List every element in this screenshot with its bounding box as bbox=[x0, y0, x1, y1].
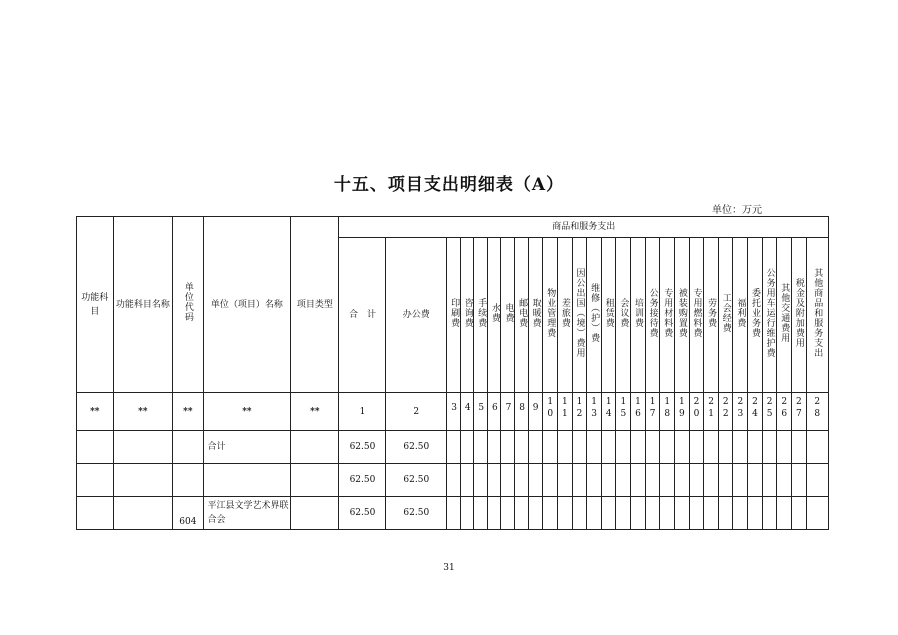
col-header-project-type: 项目类型 bbox=[291, 217, 339, 393]
cell-detail bbox=[777, 497, 792, 530]
cell-detail bbox=[645, 431, 660, 464]
index-cell: 20 bbox=[689, 393, 704, 431]
page-title: 十五、项目支出明细表（A） bbox=[333, 175, 565, 195]
col-header-detail: 福利费 bbox=[733, 238, 748, 393]
cell-detail bbox=[515, 497, 529, 530]
cell-detail bbox=[515, 431, 529, 464]
cell-detail bbox=[543, 497, 558, 530]
cell-detail bbox=[631, 431, 646, 464]
cell-detail bbox=[660, 497, 675, 530]
cell-func-code bbox=[77, 464, 114, 497]
cell-detail bbox=[501, 464, 515, 497]
index-cell: 26 bbox=[777, 393, 792, 431]
col-header-detail: 其他商品和服务支出 bbox=[806, 238, 828, 393]
cell-detail bbox=[748, 464, 763, 497]
page-number: 31 bbox=[443, 563, 455, 573]
cell-detail bbox=[660, 431, 675, 464]
cell-detail bbox=[806, 464, 828, 497]
cell-unit-code: 604 bbox=[173, 497, 203, 530]
cell-detail bbox=[704, 464, 719, 497]
cell-detail bbox=[777, 431, 792, 464]
table-row bbox=[77, 464, 829, 497]
cell-func-code bbox=[77, 431, 114, 464]
col-header-unit-name: 单位（项目）名称 bbox=[203, 217, 291, 393]
cell-unit-name: 平江县文学艺术界联合会 bbox=[203, 497, 291, 530]
cell-detail bbox=[528, 497, 543, 530]
index-cell: 12 bbox=[572, 393, 587, 431]
cell-unit-code bbox=[173, 431, 203, 464]
col-header-detail: 会议费 bbox=[616, 238, 631, 393]
cell-detail bbox=[474, 497, 488, 530]
col-header-detail: 租赁费 bbox=[601, 238, 616, 393]
cell-detail bbox=[791, 464, 806, 497]
cell-detail bbox=[791, 431, 806, 464]
index-cell: 4 bbox=[460, 393, 474, 431]
cell-detail bbox=[447, 431, 461, 464]
cell-func-name bbox=[113, 431, 173, 464]
index-cell: ** bbox=[173, 393, 203, 431]
cell-detail bbox=[631, 464, 646, 497]
col-header-detail: 取暖费 bbox=[528, 238, 543, 393]
cell-detail bbox=[487, 431, 501, 464]
col-header-total: 合 计 bbox=[339, 238, 386, 393]
col-header-detail: 水费 bbox=[487, 238, 501, 393]
cell-detail bbox=[460, 431, 474, 464]
cell-detail bbox=[616, 464, 631, 497]
cell-detail bbox=[501, 431, 515, 464]
cell-detail bbox=[515, 464, 529, 497]
cell-detail bbox=[674, 464, 689, 497]
cell-detail bbox=[762, 431, 777, 464]
index-cell: 7 bbox=[501, 393, 515, 431]
col-header-detail: 差旅费 bbox=[557, 238, 572, 393]
cell-func-code bbox=[77, 497, 114, 530]
index-cell: 14 bbox=[601, 393, 616, 431]
cell-detail bbox=[501, 497, 515, 530]
cell-detail bbox=[601, 464, 616, 497]
cell-detail bbox=[557, 497, 572, 530]
index-cell: 5 bbox=[474, 393, 488, 431]
index-cell: 8 bbox=[515, 393, 529, 431]
cell-detail bbox=[616, 497, 631, 530]
cell-detail bbox=[528, 464, 543, 497]
index-cell: 23 bbox=[733, 393, 748, 431]
cell-detail bbox=[601, 431, 616, 464]
cell-detail bbox=[733, 497, 748, 530]
cell-detail bbox=[587, 431, 602, 464]
col-header-detail: 培训费 bbox=[631, 238, 646, 393]
cell-detail bbox=[528, 431, 543, 464]
cell-detail bbox=[704, 431, 719, 464]
col-header-detail: 其他交通费用 bbox=[777, 238, 792, 393]
index-cell: 1 bbox=[339, 393, 386, 431]
cell-detail bbox=[718, 497, 733, 530]
index-cell: 19 bbox=[674, 393, 689, 431]
col-header-detail: 公务用车运行维护费 bbox=[762, 238, 777, 393]
cell-func-name bbox=[113, 497, 173, 530]
index-cell: ** bbox=[291, 393, 339, 431]
cell-detail bbox=[645, 497, 660, 530]
cell-detail bbox=[587, 497, 602, 530]
index-cell: 22 bbox=[718, 393, 733, 431]
col-header-office: 办公费 bbox=[386, 238, 447, 393]
index-cell: 28 bbox=[806, 393, 828, 431]
cell-detail bbox=[806, 431, 828, 464]
index-cell: 27 bbox=[791, 393, 806, 431]
index-cell: 2 bbox=[386, 393, 447, 431]
group-header-goods-services: 商品和服务支出 bbox=[339, 217, 829, 238]
cell-detail bbox=[601, 497, 616, 530]
cell-office: 62.50 bbox=[386, 431, 447, 464]
index-cell: 17 bbox=[645, 393, 660, 431]
index-cell: 24 bbox=[748, 393, 763, 431]
index-cell: 6 bbox=[487, 393, 501, 431]
cell-detail bbox=[572, 431, 587, 464]
cell-detail bbox=[748, 431, 763, 464]
cell-detail bbox=[762, 464, 777, 497]
cell-detail bbox=[474, 464, 488, 497]
col-header-detail: 邮电费 bbox=[515, 238, 529, 393]
col-header-detail: 咨询费 bbox=[460, 238, 474, 393]
col-header-detail: 税金及附加费用 bbox=[791, 238, 806, 393]
col-header-detail: 工会经费 bbox=[718, 238, 733, 393]
cell-detail bbox=[660, 464, 675, 497]
col-header-detail: 电费 bbox=[501, 238, 515, 393]
expense-table bbox=[76, 216, 829, 530]
col-header-detail: 被装购置费 bbox=[674, 238, 689, 393]
col-header-detail: 专用燃料费 bbox=[689, 238, 704, 393]
unit-label: 单位：万元 bbox=[712, 205, 762, 216]
cell-total: 62.50 bbox=[339, 431, 386, 464]
index-cell: 25 bbox=[762, 393, 777, 431]
index-cell: 15 bbox=[616, 393, 631, 431]
cell-detail bbox=[474, 431, 488, 464]
index-cell: ** bbox=[203, 393, 291, 431]
col-header-detail: 手续费 bbox=[474, 238, 488, 393]
cell-detail bbox=[689, 464, 704, 497]
cell-detail bbox=[718, 464, 733, 497]
index-cell: 13 bbox=[587, 393, 602, 431]
table-row bbox=[77, 497, 829, 530]
cell-detail bbox=[733, 431, 748, 464]
cell-detail bbox=[733, 464, 748, 497]
cell-detail bbox=[460, 497, 474, 530]
cell-detail bbox=[587, 464, 602, 497]
cell-detail bbox=[718, 431, 733, 464]
cell-detail bbox=[572, 464, 587, 497]
cell-detail bbox=[777, 464, 792, 497]
cell-unit-name: 合计 bbox=[203, 431, 291, 464]
index-cell: ** bbox=[113, 393, 173, 431]
cell-detail bbox=[645, 464, 660, 497]
cell-detail bbox=[557, 431, 572, 464]
col-header-detail: 劳务费 bbox=[704, 238, 719, 393]
index-cell: 18 bbox=[660, 393, 675, 431]
cell-func-name bbox=[113, 464, 173, 497]
table-row bbox=[77, 431, 829, 464]
index-cell: 3 bbox=[447, 393, 461, 431]
cell-detail bbox=[487, 497, 501, 530]
cell-project-type bbox=[291, 464, 339, 497]
cell-detail bbox=[704, 497, 719, 530]
cell-office: 62.50 bbox=[386, 464, 447, 497]
cell-detail bbox=[557, 464, 572, 497]
col-header-detail: 委托业务费 bbox=[748, 238, 763, 393]
cell-detail bbox=[689, 431, 704, 464]
index-cell: 11 bbox=[557, 393, 572, 431]
cell-total: 62.50 bbox=[339, 464, 386, 497]
col-header-detail: 物业管理费 bbox=[543, 238, 558, 393]
cell-project-type bbox=[291, 497, 339, 530]
cell-detail bbox=[762, 497, 777, 530]
col-header-detail: 公务接待费 bbox=[645, 238, 660, 393]
cell-office: 62.50 bbox=[386, 497, 447, 530]
index-cell: 10 bbox=[543, 393, 558, 431]
col-header-detail: 维修（护）费 bbox=[587, 238, 602, 393]
col-header-func-name: 功能科目名称 bbox=[113, 217, 173, 393]
cell-detail bbox=[543, 431, 558, 464]
col-header-detail: 印刷费 bbox=[447, 238, 461, 393]
col-header-unit-code: 单位代码 bbox=[173, 217, 203, 393]
cell-project-type bbox=[291, 431, 339, 464]
cell-detail bbox=[689, 497, 704, 530]
index-cell: 9 bbox=[528, 393, 543, 431]
cell-unit-name bbox=[203, 464, 291, 497]
index-cell: ** bbox=[77, 393, 114, 431]
cell-detail bbox=[543, 464, 558, 497]
cell-detail bbox=[487, 464, 501, 497]
cell-detail bbox=[791, 497, 806, 530]
index-cell: 16 bbox=[631, 393, 646, 431]
cell-unit-code bbox=[173, 464, 203, 497]
cell-detail bbox=[674, 431, 689, 464]
cell-detail bbox=[447, 464, 461, 497]
index-cell: 21 bbox=[704, 393, 719, 431]
cell-detail bbox=[572, 497, 587, 530]
cell-detail bbox=[616, 431, 631, 464]
cell-total: 62.50 bbox=[339, 497, 386, 530]
col-header-func-code: 功能科目 bbox=[77, 217, 114, 393]
cell-detail bbox=[806, 497, 828, 530]
cell-detail bbox=[674, 497, 689, 530]
col-header-detail: 专用材料费 bbox=[660, 238, 675, 393]
cell-detail bbox=[631, 497, 646, 530]
col-header-detail: 因公出国（境）费用 bbox=[572, 238, 587, 393]
cell-detail bbox=[447, 497, 461, 530]
cell-detail bbox=[748, 497, 763, 530]
cell-detail bbox=[460, 464, 474, 497]
